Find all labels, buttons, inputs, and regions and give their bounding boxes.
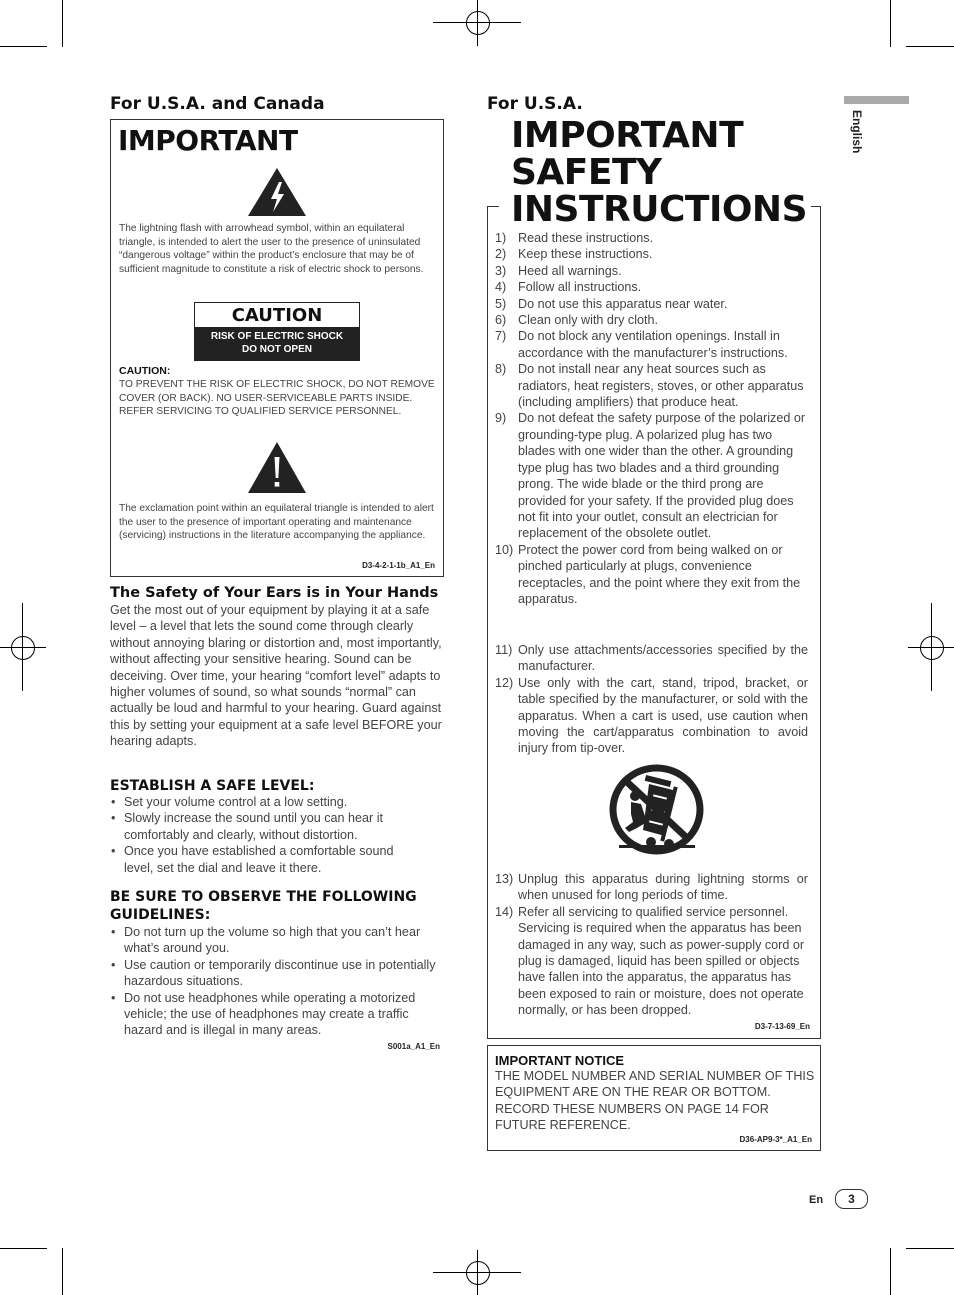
caution-heading: CAUTION: [119, 365, 171, 377]
list-item: 1) Read these instructions. [495, 231, 654, 245]
ears-text: Get the most out of your equipment by playing it at a safe level – a level that lets the sound come through clearly without annoying blaring or distortion and, most importantly, without affecting your sensitive hearing. Sound can be deceiving. Over time, your hearing “comfort level” adapts to higher volumes of sound, so what sounds “normal” can actually be loud and harmful to your hearing. Guard against this by setting your equipment at a safe level BEFORE your hearing adapts. [110, 603, 442, 749]
list-item: • Do not use headphones while operating a motorized vehicle; the use of headphones may create a traffic hazard and is illegal in many areas. [110, 990, 440, 1039]
safe-level-list [110, 794, 410, 876]
section-heading-usa-canada: For U.S.A. and Canada [110, 94, 325, 114]
list-item: 14) Refer all servicing to qualified service personnel. Servicing is required when the apparatus has been damaged in any way, such as power-supply cord or plug is damaged, liquid has been spilled or objects have fallen into the apparatus, the apparatus has been exposed to rain or moisture, does not operate normally, or has been dropped. [495, 904, 805, 1018]
notice-code: D36-AP9-3*_A1_En [739, 1135, 812, 1144]
crop-mark [62, 0, 63, 47]
lightning-description: The lightning flash with arrowhead symbol, within an equilateral triangle, is intended to alert the user to the presence of uninsulated “dangerous voltage” within the product’s enclosure that may be of sufficient magnitude to constitute a risk of electric shock to persons. [119, 223, 424, 275]
caution-label-warning [195, 327, 359, 360]
important-notice-box [487, 1045, 821, 1151]
notice-heading: IMPORTANT NOTICE [495, 1053, 625, 1068]
list-item: 6) Clean only with dry cloth. [495, 313, 658, 328]
registration-mark [466, 1261, 490, 1285]
box-code: D3-7-13-69_En [754, 1022, 810, 1031]
caution-label-line2: DO NOT OPEN [241, 344, 312, 355]
list-item: • Do not turn up the volume so high that you can’t hear what’s around you. [110, 924, 440, 957]
list-item: • Use caution or temporarily discontinue use in potentially hazardous situations. [110, 957, 440, 990]
guidelines-heading: BE SURE TO OBSERVE THE FOLLOWING GUIDELINES: [110, 889, 417, 923]
crop-mark [906, 46, 954, 47]
language-label: English [850, 110, 864, 154]
safety-title [511, 117, 811, 228]
crop-mark [0, 1248, 47, 1249]
list-item: 4) Follow all instructions. [495, 280, 642, 295]
list-item: 11) Only use attachments/accessories specified by the manufacturer. [495, 643, 808, 674]
registration-mark [11, 636, 35, 660]
safety-list-part-b [495, 642, 808, 757]
footer-lang: En [809, 1194, 824, 1206]
list-item: 9) Do not defeat the safety purpose of the polarized or grounding-type plug. A polarized plug has two blades with one wider than the other. A grounding type plug has two blades and a third grounding prong. The wide blade or the third prong are provided for your safety. If the provided plug does not fit into your outlet, consult an electrician for replacement of the obsolete outlet. [495, 411, 806, 541]
crop-mark [906, 1248, 954, 1249]
section-heading-usa: For U.S.A. [487, 94, 583, 114]
list-item: 2) Keep these instructions. [495, 247, 653, 262]
list-item: 3) Heed all warnings. [495, 263, 622, 278]
cart-tipover-icon [607, 762, 706, 857]
exclamation-description: The exclamation point within an equilateral triangle is intended to alert the user to the presence of important operating and maintenance (servicing) instructions in the literature accompanying the appliance. [119, 503, 434, 541]
safety-title-line1: IMPORTANT [511, 115, 744, 156]
caution-text: TO PREVENT THE RISK OF ELECTRIC SHOCK, DO NOT REMOVE COVER (OR BACK). NO USER-SERVICEABLE PARTS INSIDE. REFER SERVICING TO QUALIFIED SERVICE PERSONNEL. [119, 379, 435, 417]
crop-mark [62, 1248, 63, 1295]
registration-mark [920, 636, 944, 660]
box-code: D3-4-2-1-1b_A1_En [362, 561, 435, 570]
guidelines-code: S001a_A1_En [387, 1042, 440, 1051]
notice-text: THE MODEL NUMBER AND SERIAL NUMBER OF THIS EQUIPMENT ARE ON THE REAR OR BOTTOM. RECORD THESE NUMBERS ON PAGE 14 FOR FUTURE REFERENCE. [495, 1069, 815, 1132]
caution-label [194, 302, 360, 361]
safety-title-line3: INSTRUCTIONS [511, 189, 807, 230]
list-item: 5) Do not use this apparatus near water. [495, 296, 728, 311]
list-item: • Set your volume control at a low setting. [110, 794, 410, 810]
lightning-warning-icon [246, 166, 308, 218]
page-number: 3 [835, 1189, 868, 1209]
list-item: 7) Do not block any ventilation openings. Install in accordance with the manufacturer’s instructions. [495, 329, 788, 360]
list-item: • Slowly increase the sound until you can hear it comfortably and clearly, without distortion. [110, 810, 410, 843]
box-top-border [487, 206, 499, 207]
important-title: IMPORTANT [118, 124, 298, 157]
crop-mark [0, 46, 47, 47]
list-item: 13) Unplug this apparatus during lightning storms or when unused for long periods of time. [495, 872, 808, 903]
language-tab [844, 96, 909, 104]
important-box [110, 119, 444, 577]
caution-label-title: CAUTION [231, 305, 323, 326]
crop-mark [890, 0, 891, 47]
exclamation-warning-icon [246, 440, 308, 495]
guidelines-list [110, 924, 440, 1039]
safe-level-heading: ESTABLISH A SAFE LEVEL: [110, 778, 315, 794]
list-item: 12) Use only with the cart, stand, tripod, bracket, or table specified by the manufacturer, or sold with the apparatus. When a cart is used, use caution when moving the cart/apparatus combination to avoid injury from tip-over. [495, 675, 808, 756]
list-item: 8) Do not install near any heat sources such as radiators, heat registers, stoves, or other apparatus (including amplifiers) that produce heat. [495, 362, 804, 410]
safety-list-part-c [495, 871, 808, 1019]
safety-instructions-box [487, 207, 821, 1039]
safety-list-part-a [495, 230, 810, 607]
list-item: • Once you have established a comfortable sound level, set the dial and leave it there. [110, 843, 410, 876]
list-item: 10) Protect the power cord from being walked on or pinched particularly at plugs, convenience receptacles, and the point where they exit from the apparatus. [495, 542, 801, 606]
caution-label-line1: RISK OF ELECTRIC SHOCK [210, 331, 344, 342]
crop-mark [890, 1248, 891, 1295]
safety-title-line2: SAFETY [511, 152, 662, 193]
registration-mark [466, 11, 490, 35]
ears-heading: The Safety of Your Ears is in Your Hands [110, 585, 439, 601]
